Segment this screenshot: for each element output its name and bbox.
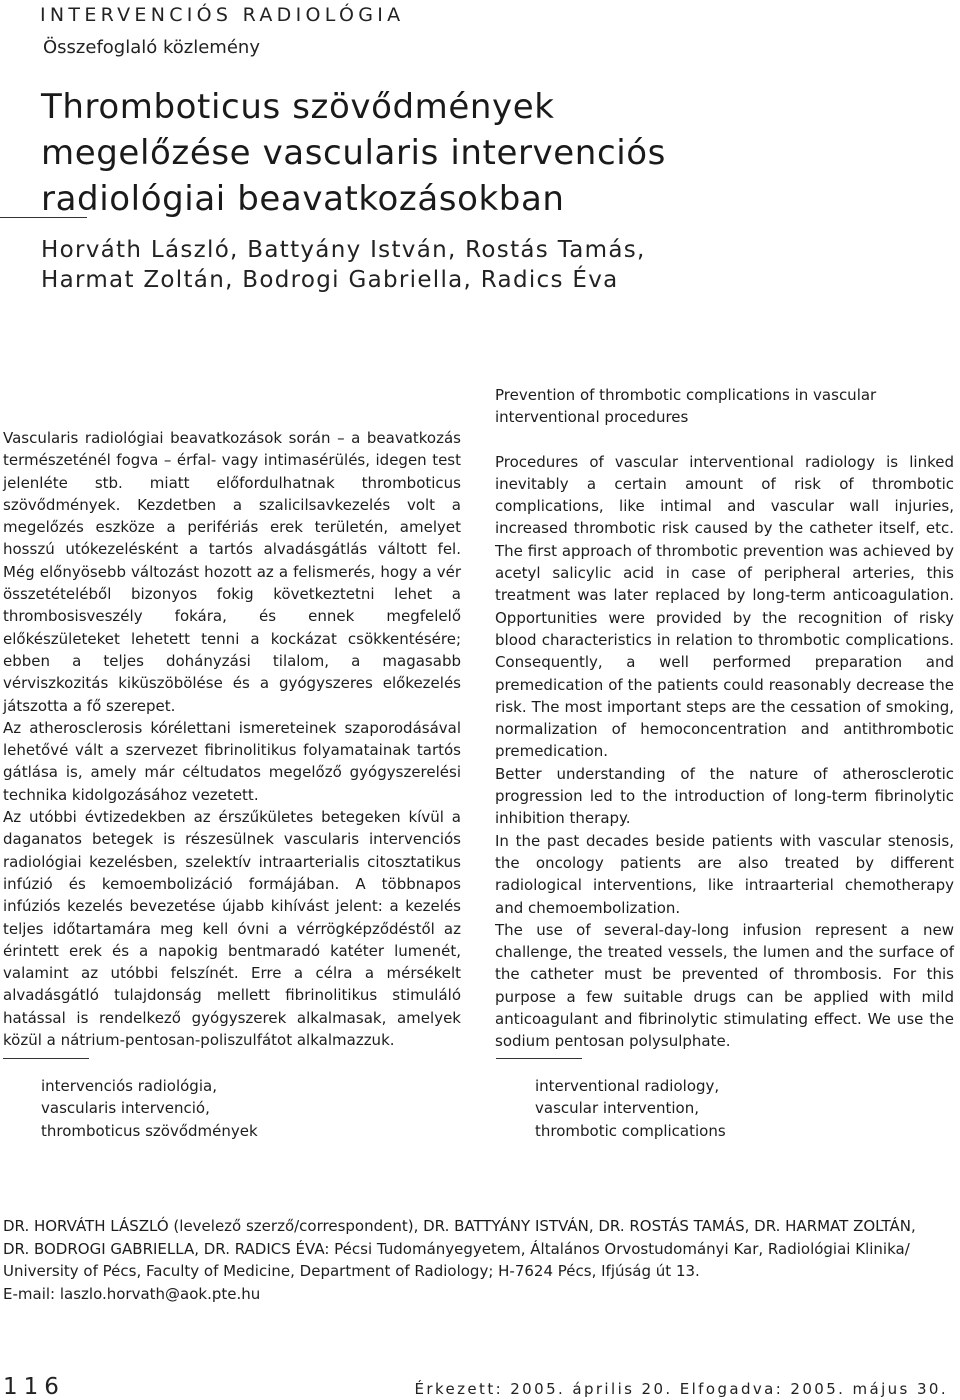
article-title-line: radiológiai beavatkozásokban bbox=[41, 179, 565, 219]
affiliation-line: University of Pécs, Faculty of Medicine, Department of Radiology; H-7624 Pécs, Ifjúság út 13. bbox=[3, 1262, 700, 1280]
keyword: interventional radiology, bbox=[535, 1077, 720, 1095]
english-abstract-title: Prevention of thrombotic complications in vascular interventional procedures bbox=[495, 386, 877, 427]
title-divider bbox=[0, 217, 87, 218]
keywords-divider-hu bbox=[3, 1058, 89, 1059]
affiliation-line: DR. BODROGI GABRIELLA, DR. RADICS ÉVA: Pécsi Tudományegyetem, Általános Orvostudományi Kar, Radiológiai Klinika/ bbox=[3, 1239, 910, 1258]
abstract-paragraph: Az atherosclerosis kórélettani ismereteinek szaporodásával lehetővé vált a szervezet fibrinolitikus folyamatainak tartós gátlása is, amely már céltudatos megelőző gyógyszerelési technika kidolgozásához vezetett. bbox=[3, 718, 461, 804]
english-abstract bbox=[495, 384, 954, 1053]
abstract-paragraph: Procedures of vascular interventional radiology is linked inevitably a certain amount of risk of thrombotic complications, like intimal and vascular wall injuries, increased thrombotic risk caused by the catheter itself, etc. The first approach of thrombotic prevention was achieved by acetyl salicylic acid in case of peripheral arteries, this treatment was later replaced by long-term anticoagulation. Opportunities were provided by the recognition of risky blood characteristics in relation to thrombotic complications. Consequently, a well performed preparation and premedication of the patients could reasonably decrease the risk. The most important steps are the cessation of smoking, normalization of hemoconcentration and antithrombotic premedication. bbox=[495, 452, 954, 761]
abstract-paragraph: In the past decades beside patients with vascular stenosis, the oncology patients are also treated by different radiological interventions, like intraarterial chemotherapy and chemoembolization. bbox=[495, 831, 954, 917]
section-title: INTERVENCIÓS RADIOLÓGIA bbox=[40, 4, 405, 26]
keywords-hungarian bbox=[41, 1075, 258, 1142]
keyword: vascularis intervenció, bbox=[41, 1099, 210, 1118]
affiliation-line: DR. HORVÁTH LÁSZLÓ (levelező szerző/correspondent), DR. BATTYÁNY ISTVÁN, DR. ROSTÁS TAMÁS, DR. HARMAT ZOLTÁN, bbox=[3, 1217, 916, 1235]
article-title-line: Thromboticus szövődmények bbox=[41, 87, 555, 127]
keyword: vascular intervention, bbox=[535, 1099, 699, 1118]
author-line: Harmat Zoltán, Bodrogi Gabriella, Radics Éva bbox=[41, 267, 619, 293]
author-affiliation bbox=[3, 1215, 953, 1305]
article-title bbox=[41, 84, 941, 222]
abstract-paragraph: Better understanding of the nature of atherosclerotic progression led to the introduction of long-term fibrinolytic inhibition therapy. bbox=[495, 764, 954, 828]
keywords-divider-en bbox=[496, 1058, 582, 1059]
keywords-english bbox=[535, 1075, 726, 1142]
abstract-paragraph: The use of several-day-long infusion represent a new challenge, the treated vessels, the lumen and the surface of the catheter must be prevented of thrombosis. For this purpose a few suitable drugs can be applied with mild anticoagulant and fibrinolytic stimulating effect. We use the sodium pentosan polysulphate. bbox=[495, 920, 954, 1051]
author-line: Horváth László, Battyány István, Rostás Tamás, bbox=[41, 237, 646, 263]
abstract-paragraph: Vascularis radiológiai beavatkozások során – a beavatkozás természeténél fogva – érfal- vagy intimasérülés, idegen test jelenléte stb. miatt előfordulhatnak thromboticus szövődmények. Kezdetben a szalicilsavkezelés volt a megelőzés eszköze a perifériás erek területén, amelyet hosszú utókezelésként a tartós alvadásgátlás váltott fel. Még előnyösebb változást hozott az a felismerés, hogy a vér összetételéből bizonyos fokig következtetni lehet a thrombosisveszély fokára, és ennek megfelelő előkészületeket lehetett tenni a kockázat csökkentésére; ebben a teljes dohányzási tilalom, a magasabb vérviszkozitás kiküszöbölése és a gyógyszeres előkezelés játszotta a fő szerepet. bbox=[3, 429, 461, 715]
affiliation-email: E-mail: laszlo.horvath@aok.pte.hu bbox=[3, 1284, 261, 1303]
submission-dates: Érkezett: 2005. április 20. Elfogadva: 2005. május 30. bbox=[414, 1380, 948, 1398]
article-type: Összefoglaló közlemény bbox=[43, 37, 260, 58]
page-number: 116 bbox=[3, 1374, 65, 1400]
keyword: intervenciós radiológia, bbox=[41, 1077, 217, 1095]
author-list bbox=[41, 235, 646, 295]
hungarian-abstract bbox=[3, 427, 461, 1051]
keyword: thrombotic complications bbox=[535, 1121, 726, 1140]
article-title-line: megelőzése vascularis intervenciós bbox=[41, 133, 666, 173]
keyword: thromboticus szövődmények bbox=[41, 1121, 258, 1140]
abstract-paragraph: Az utóbbi évtizedekben az érszűkületes betegeken kívül a daganatos betegek is részesülnek vascularis intervenciós radiológiai kezelésben, szelektív intraarterialis citosztatikus infúzió és kemoembolizáció formájában. A többnapos infúziós kezelés bevezetése újabb kihívást jelent: a kezelés teljes időtartamára meg kell óvni a vérrögképződéstől az érintett erek és a napokig bentmaradó katéter lumenét, valamint az utóbbi felszínét. Erre a célra a mérsékelt alvadásgátló tulajdonság mellett fibrinolitikus stimuláló hatással is rendelkező gyógyszerek alkalmasak, amelyek közül a nátrium-pentosan-poliszulfátot alkalmazzuk. bbox=[3, 808, 461, 1050]
